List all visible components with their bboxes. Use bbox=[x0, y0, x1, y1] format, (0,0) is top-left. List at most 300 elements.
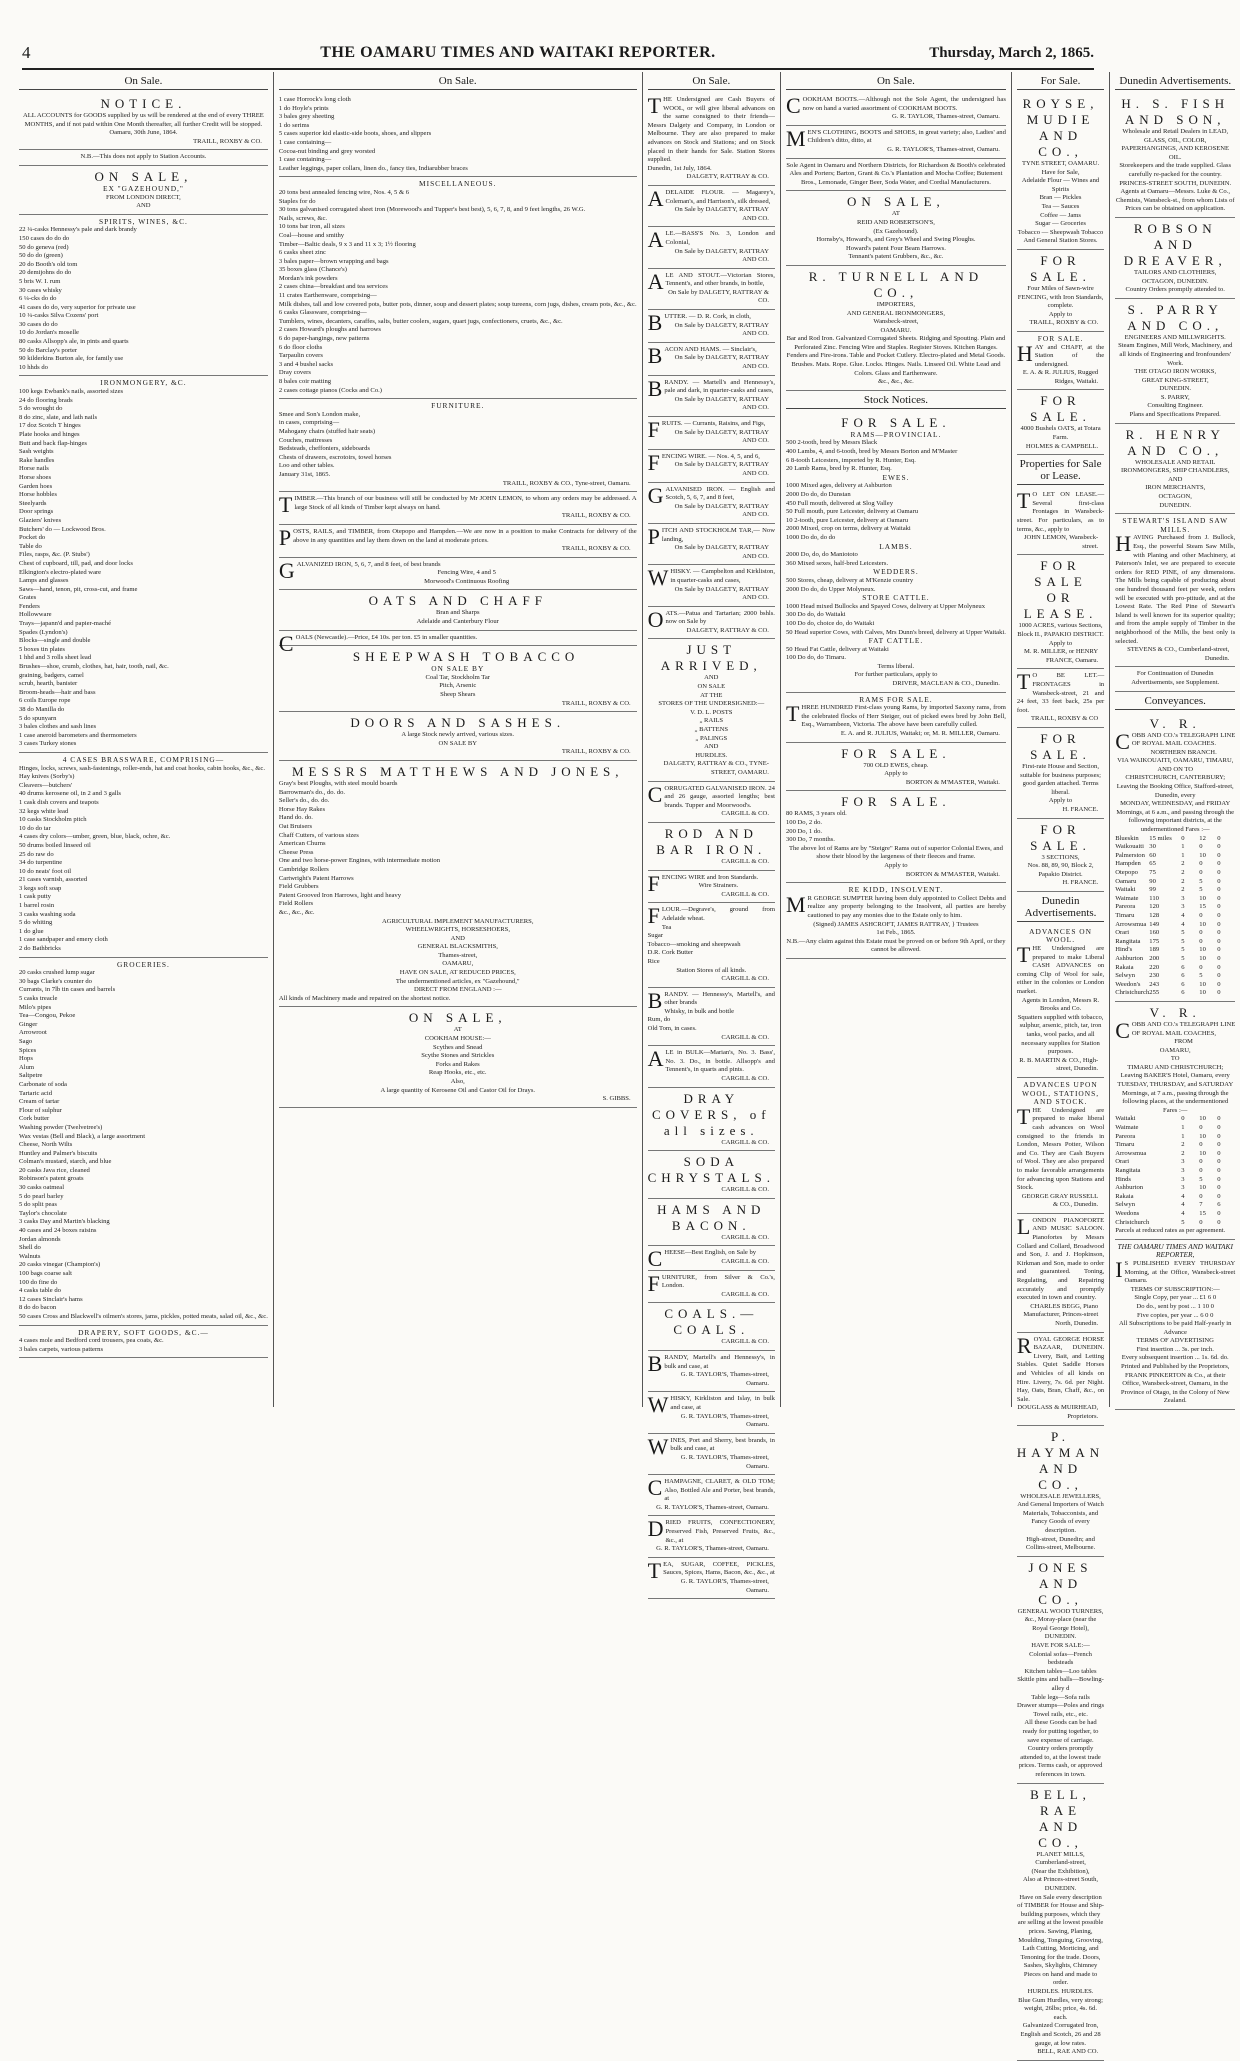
ad-line: Leaving BAKER'S Hotel, Oamaru, every TUESDAY, THURSDAY, and SATURDAY Mornings, at 7 a.m., passing through the following places, at the undermentioned Fares :— bbox=[1117, 1072, 1234, 1114]
list-item: 5 casks treacle bbox=[19, 995, 58, 1002]
ad-body: COBB AND CO.'s TELEGRAPH LINE OF ROYAL MAIL COACHES. bbox=[1115, 728, 1236, 754]
list-item: Couches, mattresses bbox=[278, 436, 333, 444]
fare-pounds: 5 bbox=[1181, 929, 1185, 937]
advertisement bbox=[1115, 93, 1235, 218]
list-item: Cartwright's Patent Harrows bbox=[278, 874, 354, 882]
fare-shillings: 10 bbox=[1199, 946, 1206, 954]
fare-pounds: 2 bbox=[1181, 860, 1185, 868]
list-item: Gray's best Ploughs, with steel mould boards bbox=[278, 780, 398, 787]
ad-heading: MISCELLANEOUS. bbox=[419, 179, 497, 189]
ad-body: IS PUBLISHED EVERY THURSDAY Morning, at the Office, Wansbeck-street Oamaru. bbox=[1115, 1256, 1236, 1285]
ad-line: Wansbeck-street, bbox=[873, 318, 919, 326]
fare-place: Arrowsmua bbox=[1115, 1149, 1147, 1157]
ad-line: AND bbox=[704, 674, 719, 682]
advertisement bbox=[648, 1199, 775, 1247]
fare-distance bbox=[1149, 1176, 1181, 1185]
ad-body: WHISKY. — Campbelton and Kirkliston, in quarter-casks and cases, bbox=[647, 565, 775, 591]
ad-signature: On Sale by DALGETY, RATTRAY AND CO. bbox=[674, 502, 769, 519]
list-item: Brushes—shoe, crumb, clothes, hat, hair, tooth, nail, &c. bbox=[19, 663, 169, 671]
fare-shillings: 10 bbox=[1199, 1184, 1206, 1192]
ad-signature: CHARLES BEGG, Piano Manufacturer, Princes-street North, Dunedin. bbox=[1023, 1302, 1099, 1327]
ad-signature: TRAILL, ROXBY & CO. bbox=[1029, 319, 1099, 327]
ad-line: Galvanized Corrugated Iron, English and Scotch, 26 and 28 gauge, at low rates. bbox=[1020, 2022, 1101, 2047]
ad-line: N.B.—This does not apply to Station Accounts. bbox=[80, 153, 207, 161]
list-item: Sugar bbox=[647, 932, 664, 940]
ad-body: BACON AND HAMS. — Sinclair's, bbox=[647, 342, 757, 368]
advertisement bbox=[279, 761, 637, 1007]
ad-signature: E. A. & R. JULIUS, Rugged Ridges, Waitaki. bbox=[1022, 369, 1099, 385]
ad-body: MR GEORGE SUMPTER having been duly appointed to Collect Debts and realize any property belonging to the Insolvent, all parties are hereby cautioned to pay any monies due to the Estate only to him. bbox=[785, 891, 1006, 919]
ad-line: Terms liberal. bbox=[877, 662, 915, 670]
column-heading: On Sale. bbox=[19, 72, 268, 90]
list-item: 10 2-tooth, pure Leicester, delivery at Oamaru bbox=[785, 516, 909, 524]
fare-pence: 0 bbox=[1217, 851, 1221, 859]
list-item: Cheese, North Wilts bbox=[19, 1141, 73, 1149]
column-3 bbox=[643, 72, 781, 1594]
list-item: 150 cases do do do bbox=[19, 234, 70, 242]
list-item: scrub, hearth, banister bbox=[19, 680, 78, 688]
fare-distance bbox=[1149, 1167, 1181, 1176]
list-item: 100 Do, 2 do. bbox=[785, 819, 823, 826]
ad-line: DIRECT FROM ENGLAND :— bbox=[413, 986, 502, 994]
ad-line: TIMARU AND CHRISTCHURCH; bbox=[1127, 1063, 1224, 1071]
list-item: Colman's mustard, starch, and blue bbox=[19, 1158, 112, 1166]
ad-line: Blue Gum Hurdles, very strong; weight, 26lbs; price, 4s. 6d. each. bbox=[1018, 1996, 1103, 2021]
column-heading: For Sale. bbox=[1017, 72, 1104, 90]
list-item: 20 casks crushed lump sugar bbox=[19, 969, 95, 977]
list-item: 1 hhd and 3 rolls sheet lead bbox=[19, 654, 92, 662]
ad-body: BRANDY. — Hennessy's, Martell's, and other brands bbox=[647, 987, 775, 1013]
list-item: 300 Do do, do Waitaki bbox=[785, 611, 846, 619]
advertisement bbox=[786, 191, 1006, 266]
fare-place: Orari bbox=[1115, 929, 1130, 937]
advertisement bbox=[1017, 332, 1104, 391]
advertisement bbox=[19, 376, 268, 753]
advertisement bbox=[279, 525, 637, 558]
advertisement bbox=[786, 412, 1006, 693]
list-item: 6 do floor cloths bbox=[278, 343, 323, 351]
ad-signature: CARGILL & CO. bbox=[721, 1290, 769, 1298]
ad-line: THE OTAGO IRON WORKS, bbox=[1134, 368, 1217, 376]
ad-line: Single Copy, per year ... £1 6 0 bbox=[1134, 1294, 1217, 1302]
list-item: Horse Hay Rakes bbox=[278, 805, 326, 813]
fare-pounds: 3 bbox=[1181, 1158, 1185, 1166]
ad-display-heading: H. S. FISH AND SON, bbox=[1121, 96, 1230, 127]
fare-pence: 0 bbox=[1217, 911, 1221, 919]
ad-signature: G. R. TAYLOR'S, Thames-street, Oamaru. bbox=[680, 1412, 769, 1429]
list-item: Grates bbox=[19, 594, 37, 602]
fare-pence: 0 bbox=[1217, 1141, 1221, 1149]
columns bbox=[14, 72, 1236, 2056]
masthead bbox=[22, 38, 1094, 70]
fare-pence: 0 bbox=[1217, 920, 1221, 928]
ad-line: HURDLES. bbox=[695, 751, 728, 759]
list-item: Glaziers' knives bbox=[19, 516, 62, 524]
list-item: Field Rollers bbox=[278, 900, 314, 908]
ad-line: Cumberland-street, bbox=[1035, 1859, 1086, 1867]
list-item: 41 cases do do, very superior for private use bbox=[19, 303, 136, 311]
section-heading: Dunedin Advertisements. bbox=[1017, 892, 1104, 922]
fare-shillings: 0 bbox=[1199, 1167, 1203, 1174]
fare-pence: 0 bbox=[1217, 877, 1221, 885]
fare-pounds: 5 bbox=[1181, 937, 1185, 945]
ad-signature: DALGETY, RATTRAY & CO. bbox=[686, 626, 769, 634]
ad-line: FROM bbox=[1174, 1038, 1193, 1046]
list-item: Tea—Congou, Pekoe bbox=[19, 1012, 76, 1020]
fare-shillings: 15 bbox=[1199, 1209, 1206, 1217]
list-item: 10 casks Stockholm pitch bbox=[19, 816, 87, 824]
list-item: Butt and back flap-hinges bbox=[19, 439, 87, 447]
ad-heading: SPIRITS, WINES, &C. bbox=[98, 216, 188, 226]
ad-signature: CARGILL & CO. bbox=[721, 1033, 769, 1041]
list-item: 6 casks Glassware, comprising— bbox=[278, 309, 367, 317]
list-item: Fenders bbox=[19, 602, 40, 610]
fare-place: Selwyn bbox=[1115, 1201, 1135, 1209]
list-item: Saltpetre bbox=[19, 1072, 43, 1080]
ad-line: AND bbox=[136, 202, 151, 210]
list-item: 3 cases Turkey stones bbox=[19, 740, 77, 748]
fare-pounds: 6 bbox=[1181, 963, 1185, 971]
column-heading: On Sale. bbox=[786, 72, 1006, 90]
ad-display-heading: S. PARRY AND CO., bbox=[1127, 301, 1224, 333]
list-item: Walnuts bbox=[19, 1252, 41, 1260]
fare-shillings: 5 bbox=[1199, 886, 1203, 894]
ad-item-list bbox=[19, 1337, 268, 1354]
fare-pounds: 3 bbox=[1181, 894, 1185, 902]
list-item: Tumblers, wines, decanters, caraffes, salts, butter coolers, sugars, quart jugs, confectioners, cruets, &c., &c. bbox=[278, 317, 563, 325]
ad-body: FRUITS. — Currants, Raisins, and Figs, bbox=[647, 417, 766, 442]
ad-line: TAILORS AND CLOTHIERS, bbox=[1134, 268, 1217, 276]
ad-line: TERMS OF SUBSCRIPTION:— bbox=[1130, 1285, 1220, 1293]
advertisement bbox=[648, 1088, 775, 1152]
list-item: 20 Lamb Rams, bred by R. Hunter, Esq. bbox=[785, 465, 892, 473]
list-item: 90 kilderkins Burton ale, for family use bbox=[19, 355, 124, 363]
advertisement bbox=[278, 630, 637, 656]
list-item: Garden hoes bbox=[19, 482, 53, 490]
ad-line: „ BATTENS bbox=[694, 726, 729, 734]
ad-body: HAVING Purchased from J. Bullock, Esq., the powerful Steam Saw Mills, with Planing and other Machinery, at Paterson's Inlet, we are prepared to execute orders for RED PINE, of any dimensions. The Mills being capable of producing about one hundred thousand feet per week, orders will be executed with pro-ptitude, and at the Lowest Rate. The Red Pine of Stewart's Island is well known for its superior quality; and from the ample supply of Timber in the neighborhood of the Mills, the best only is selected. bbox=[1115, 531, 1236, 645]
column-2 bbox=[274, 72, 643, 1407]
ad-line: Fencing Wire, 4 and 5 bbox=[437, 569, 496, 577]
fare-shillings: 5 bbox=[1199, 1175, 1203, 1183]
list-item: Chest of cupboard, till, pad, and door locks bbox=[19, 559, 133, 567]
list-item: Cambridge Rollers bbox=[278, 865, 329, 873]
ad-line: A large quantity of Kerosene Oil and Castor Oil for Drays. bbox=[380, 1086, 536, 1094]
ad-signature: GEORGE GRAY RUSSELL & CO., Dunedin. bbox=[1021, 1192, 1099, 1209]
ad-signature: BORTON & M'MASTER, Waitaki. bbox=[905, 778, 1000, 786]
list-item: 4 cases dry colors—umber, green, blue, black, ochre, &c. bbox=[19, 833, 171, 841]
ad-display-heading: JONES AND CO., bbox=[1028, 1559, 1093, 1607]
list-item: 1 case Horrock's long cloth bbox=[278, 96, 351, 103]
ad-line: Leaving the Booking Office, Stafford-street, Dunedin, every bbox=[1116, 783, 1234, 799]
ad-line: 3 SECTIONS, bbox=[1041, 853, 1080, 861]
ad-heading: ADVANCES ON WOOL. bbox=[1029, 926, 1092, 945]
list-item: Wax vestas (Bell and Black), a large assortment bbox=[19, 1132, 146, 1140]
ad-heading: 4 CASES BRASSWARE, COMPRISING— bbox=[62, 754, 225, 764]
advertisement bbox=[1017, 1784, 1104, 2061]
list-item: 6 ¼-cks do do bbox=[19, 295, 57, 303]
fare-pence: 0 bbox=[1217, 946, 1221, 954]
section-heading: Conveyances. bbox=[1115, 692, 1235, 710]
fare-shillings: 10 bbox=[1199, 894, 1206, 902]
ad-signature: CARGILL & CO. bbox=[721, 1186, 769, 1194]
ad-line: PRINCES-STREET SOUTH, DUNEDIN. bbox=[1119, 179, 1232, 187]
ad-line: HAVE ON SALE, AT REDUCED PRICES, bbox=[399, 969, 516, 977]
list-item: 80 RAMS, 3 years old. bbox=[785, 810, 847, 818]
ad-heading: GROCERIES. bbox=[116, 959, 170, 969]
ad-signature: CARGILL & CO. bbox=[721, 810, 769, 818]
ad-line: (Near the Exhibition), bbox=[1031, 1867, 1090, 1875]
ad-signature: G. R. TAYLOR'S, Thames-street, Oamaru. bbox=[680, 1371, 769, 1387]
ad-line: AT bbox=[453, 1026, 462, 1034]
ad-signature: On Sale by DALGETY, RATTRAY AND CO. bbox=[674, 544, 769, 560]
list-item: Cream of tartar bbox=[19, 1098, 60, 1106]
advertisement bbox=[648, 1434, 775, 1475]
list-item: 20 casks Java rice, cleaned bbox=[19, 1166, 90, 1174]
fare-distance: 255 bbox=[1149, 989, 1160, 997]
fare-pence: 0 bbox=[1217, 1132, 1221, 1140]
ad-line: Scythes and Snead bbox=[433, 1043, 483, 1051]
ad-signature: DRIVER, MACLEAN & CO., Dunedin. bbox=[892, 680, 1000, 688]
ad-line: Adelaide and Canterbury Flour bbox=[416, 618, 499, 626]
fare-shillings: 0 bbox=[1199, 1192, 1203, 1200]
list-item: 17 doz Scotch T hinges bbox=[19, 422, 81, 430]
ad-line: Apply to bbox=[884, 861, 908, 869]
list-item: 10 ¼-casks Silva Cozens' port bbox=[19, 312, 99, 320]
ad-signature: On Sale by DALGETY, RATTRAY AND CO. bbox=[674, 585, 769, 602]
fare-place: Oamaru bbox=[1115, 877, 1137, 885]
ad-line: Squatters supplied with tobacco, sulphur, arsenic, pitch, tar, iron tanks, wool packs, and all necessary supplies for Station purposes. bbox=[1017, 1013, 1104, 1056]
list-item: 38 do Manilla do bbox=[19, 706, 65, 713]
ad-body: ALE in BULK—Marian's, No. 3. Bass', No. 3. Do., in bottle. Allsopp's and Tennent's, in quarts and pints. bbox=[647, 1046, 775, 1074]
list-item: 6 coils Europe rope bbox=[19, 697, 71, 705]
list-item: Tartaric acid bbox=[19, 1089, 53, 1097]
list-item: 10 do do tar bbox=[19, 824, 51, 832]
ad-body: LONDON PIANOFORTE AND MUSIC SALOON. Pianofortes by Messrs Collard and Collard, Broadwood and Son, J. and J. Hopkinson, Kirkman and Son, made to order and guaranteed. Toning, Regulating, and Repairing accurately and promptly executed in town and country. bbox=[1016, 1213, 1105, 1302]
ad-line: VIA WAIKOUAITI, OAMARU, TIMARU, bbox=[1117, 757, 1234, 765]
fare-place: Palmerston bbox=[1115, 851, 1145, 859]
ad-line: First-rate House and Section, suitable for business purposes; good garden attached. Terms liberal. bbox=[1020, 762, 1101, 796]
list-item: 4 cases mole and Bedford cord trousers, pea coats, &c. bbox=[19, 1337, 164, 1345]
fare-shillings: 10 bbox=[1199, 851, 1206, 859]
fare-pence: 0 bbox=[1217, 894, 1221, 902]
ad-body: FENCING WIRE and Iron Standards. bbox=[647, 870, 759, 896]
list-item: Door springs bbox=[19, 508, 54, 516]
list-item: 40 cases and 24 boxes raisins bbox=[19, 1227, 97, 1235]
list-item: 50 Head Fat Cattle, delivery at Waitaki bbox=[785, 645, 889, 653]
fare-pounds: 1 bbox=[1181, 1132, 1185, 1140]
list-item: 50 drums boiled linseed oil bbox=[19, 841, 91, 849]
list-item: 3 and 4 bushel sacks bbox=[278, 360, 334, 368]
ad-date: January 31st, 1865. bbox=[278, 470, 331, 478]
ad-body: CHEESE—Best English, on Sale by bbox=[647, 1246, 757, 1272]
list-item: 80 casks Allsopp's ale, in pints and quarts bbox=[19, 338, 129, 346]
advertisement bbox=[786, 93, 1006, 126]
fare-shillings: 10 bbox=[1199, 1115, 1206, 1123]
fare-pence: 0 bbox=[1217, 972, 1221, 980]
ad-item-list bbox=[19, 765, 268, 954]
ad-display-heading: R. HENRY AND CO., bbox=[1125, 426, 1225, 458]
advertisement bbox=[19, 215, 268, 377]
ad-line: OCTAGON, bbox=[1158, 493, 1192, 501]
list-item: 1 do glue bbox=[19, 927, 44, 935]
ad-subheading: EWES. bbox=[882, 472, 910, 482]
ad-display-heading: COALS.—COALS. bbox=[664, 1306, 759, 1338]
list-item: 3 bales carpets, various patterns bbox=[19, 1345, 104, 1353]
fare-place: Ashburton bbox=[1115, 954, 1144, 962]
fare-pence: 0 bbox=[1217, 843, 1221, 851]
ad-line: Scythe Stones and Strickles bbox=[421, 1052, 495, 1060]
list-item: 21 cases varnish, assorted bbox=[19, 876, 88, 884]
ad-line: All Subscriptions to be paid Half-yearly in Advance bbox=[1119, 1320, 1232, 1336]
ad-display-heading: FOR SALE. bbox=[1030, 252, 1091, 284]
advertisement bbox=[1017, 728, 1104, 819]
list-item: Oat Bruisers bbox=[278, 822, 313, 830]
list-item: 10 tons bar iron, all sizes bbox=[278, 223, 345, 231]
advertisement bbox=[19, 958, 268, 1326]
ad-subheading: STORE CATTLE. bbox=[862, 593, 930, 603]
fare-place: Christchurch bbox=[1115, 989, 1150, 997]
ad-body: THE Undersigned are prepared to make Liberal CASH ADVANCES on coming Clip of Wool for sale, either in the colonies or London market. bbox=[1016, 942, 1105, 996]
ad-signature: G. R. TAYLOR'S, Thames-street, Oamaru. bbox=[656, 1503, 769, 1511]
ad-line: DUNEDIN. bbox=[1159, 385, 1192, 393]
ad-line: Have for Sale, bbox=[1041, 168, 1080, 176]
list-item: 3 casks washing soda bbox=[19, 910, 76, 918]
fare-place: Hinds bbox=[1115, 1175, 1131, 1183]
ad-body: THREE HUNDRED First-class young Rams, by imported Saxony rams, from the celebrated flocks of Herr Steiger, out of picked ewes bred by John Bell, Esq., Warrambeen, Victoria. The above have been carefully culled. bbox=[785, 701, 1006, 729]
ad-line: TERMS OF ADVERTISING bbox=[1136, 1337, 1214, 1345]
fare-distance bbox=[1149, 1193, 1181, 1202]
ad-signature: S. GIBBS. bbox=[602, 1095, 631, 1103]
advertisement bbox=[1017, 1333, 1104, 1426]
advertisement bbox=[648, 1151, 775, 1199]
fare-distance: 160 bbox=[1149, 929, 1160, 937]
fare-distance bbox=[1149, 1158, 1181, 1167]
fare-place: Rangitata bbox=[1115, 1167, 1141, 1174]
advertisement bbox=[648, 417, 775, 450]
fare-pence: 0 bbox=[1217, 1149, 1221, 1157]
list-item: 1000 Mixed ages, delivery at Ashburton bbox=[785, 482, 892, 490]
ad-signature: CARGILL & CO. bbox=[721, 1338, 769, 1346]
publication-notice-title: THE OAMARU TIMES AND WAITAKI REPORTER, bbox=[1117, 1241, 1233, 1260]
fare-pence: 0 bbox=[1217, 1175, 1221, 1183]
advertisement bbox=[1017, 925, 1104, 1078]
advertisement bbox=[1115, 667, 1235, 691]
fare-shillings: 10 bbox=[1199, 1149, 1206, 1157]
list-item: Hops bbox=[19, 1055, 33, 1063]
fare-pounds: 4 bbox=[1181, 920, 1185, 928]
ad-line: 700 OLD EWES, cheap. bbox=[863, 761, 929, 769]
fare-pounds: 4 bbox=[1181, 1192, 1185, 1200]
list-item: Files, rasps, &c. (P. Stubs') bbox=[19, 551, 90, 559]
ad-line: NORTHERN BRANCH. bbox=[1150, 748, 1217, 756]
list-item: 8 do zinc, slate, and lath nails bbox=[19, 413, 98, 421]
ad-heading: IRONMONGERY, &C. bbox=[100, 378, 187, 388]
ad-line: Tea — Sauces bbox=[1041, 202, 1080, 210]
list-item: 1000 Head mixed Bullocks and Spayed Cows, delivery at Upper Molyneux bbox=[785, 602, 986, 610]
list-item: 20 casks vinegar (Champion's) bbox=[19, 1261, 101, 1269]
advertisement bbox=[279, 399, 637, 492]
fare-place: Rakaia bbox=[1115, 1192, 1134, 1200]
advertisement bbox=[648, 871, 775, 904]
issue-date: Thursday, March 2, 1865. bbox=[929, 44, 1094, 61]
ad-line: ON SALE BY bbox=[438, 739, 477, 747]
advertisement bbox=[648, 823, 775, 871]
fare-shillings: 0 bbox=[1199, 869, 1203, 876]
ad-body: HAY and CHAFF, at the Station of the undersigned. bbox=[1016, 340, 1105, 368]
ad-line: OAMARU, bbox=[1159, 1046, 1191, 1054]
advertisement bbox=[648, 1516, 775, 1557]
list-item: 200 Do, 1 do. bbox=[785, 827, 823, 835]
ad-line: Thames-street, bbox=[438, 951, 478, 959]
list-item: 2000 Do do, do Dunstan bbox=[785, 491, 851, 498]
ad-line: STORES OF THE UNDERSIGNED:— bbox=[658, 700, 765, 708]
ad-body: COBB AND CO.'s TELEGRAPH LINE OF ROYAL MAIL COACHES, bbox=[1115, 1017, 1236, 1043]
ad-body: ALE AND STOUT.—Victorian Stores, Tennent's, and other brands, in bottle, bbox=[647, 268, 775, 294]
ad-signature: TRAILL, ROXBY & CO. bbox=[561, 699, 631, 707]
advertisement bbox=[1017, 669, 1104, 728]
ad-signature: CARGILL & CO. bbox=[721, 975, 769, 983]
fare-place: Orari bbox=[1115, 1158, 1130, 1166]
fare-pounds: 3 bbox=[1181, 1175, 1185, 1183]
advertisement bbox=[648, 483, 775, 524]
fare-shillings: 0 bbox=[1199, 843, 1203, 851]
ad-display-heading: FOR SALE. bbox=[1030, 393, 1091, 425]
ad-line: GENERAL WOOD TURNERS, &c., Moray-place (near the Royal George Hotel), DUNEDIN. bbox=[1017, 1607, 1104, 1641]
advertisement bbox=[648, 376, 775, 417]
ad-heading: RE KIDD, INSOLVENT. bbox=[848, 885, 944, 895]
ad-signature: CARGILL & CO. bbox=[721, 857, 769, 865]
ad-line: GREAT KING-STREET, bbox=[1141, 376, 1209, 384]
list-item: 450 Full mouth, delivered at Slog Valley bbox=[785, 499, 893, 507]
ad-line: AND bbox=[1168, 475, 1183, 483]
fare-place: Selwyn bbox=[1115, 972, 1135, 980]
fare-distance: 15 miles bbox=[1149, 834, 1172, 842]
ad-signature: STEVENS & CO., Cumberland-street, Dunedin. bbox=[1127, 646, 1230, 662]
ad-heading: RAMS—PROVINCIAL. bbox=[850, 429, 942, 439]
list-item: Chaff Cutters, of various sizes bbox=[278, 831, 359, 839]
fare-place: Otepopo bbox=[1115, 869, 1138, 876]
list-item: Milk dishes, tall and low covered pots, butter pots, dinner, soup and dessert plates; soup tureens, corn jugs, dishes, cream pots, &c., &c. bbox=[278, 300, 637, 308]
advertisement bbox=[648, 524, 775, 565]
list-item: 2 do Bathbricks bbox=[19, 945, 61, 953]
ad-signature: TRAILL, ROXBY & CO. bbox=[193, 137, 262, 145]
fare-place: Ashburton bbox=[1115, 1184, 1144, 1192]
ad-line: AGRICULTURAL IMPLEMENT MANUFACTURERS, bbox=[382, 917, 534, 925]
list-item: 12 cases Sinclair's hams bbox=[19, 1295, 83, 1303]
ad-line: Printed and Published by the Proprietors, FRANK PINKERTON & Co., at their Office, Wansbeck-street, Oamaru, in the Province of Otago, in the Colony of New Zealand. bbox=[1120, 1363, 1230, 1405]
advertisement bbox=[1017, 1557, 1104, 1784]
ad-display-heading: MESSRS MATTHEWS AND JONES, bbox=[291, 764, 624, 779]
ad-line: Every subsequent insertion ... 1s. 6d. do. bbox=[1121, 1354, 1229, 1362]
ad-line: Apply to bbox=[1048, 310, 1073, 318]
list-item: 3 kegs soft soap bbox=[19, 884, 62, 892]
fare-place: Hind's bbox=[1115, 946, 1133, 954]
ad-line: PLANET MILLS, bbox=[1036, 1850, 1085, 1858]
fare-distance: 220 bbox=[1149, 963, 1160, 971]
ad-signature: G. R. TAYLOR'S, Thames-street, Oamaru. bbox=[680, 1453, 769, 1470]
ad-body: DRIED FRUITS, CONFECTIONERY, Preserved Fish, Preserved Fruits, &c., &c., at bbox=[647, 1516, 775, 1544]
list-item: Tobacco—smoking and sheepwash bbox=[647, 940, 741, 948]
advertisement bbox=[648, 565, 775, 606]
ad-line: COOKHAM HOUSE:— bbox=[424, 1035, 491, 1043]
ad-line: HURDLES. HURDLES. bbox=[1027, 1988, 1094, 1996]
ad-body: TEA, SUGAR, COFFEE, PICKLES, Sauces, Spices, Hams, Bacon, &c., &c., at bbox=[647, 1557, 775, 1583]
fare-shillings: 10 bbox=[1199, 989, 1206, 997]
fare-pounds: 2 bbox=[1181, 1149, 1185, 1157]
fare-place: Pareora bbox=[1115, 903, 1136, 911]
ad-line: Coal Tar, Stockholm Tar bbox=[425, 673, 490, 681]
